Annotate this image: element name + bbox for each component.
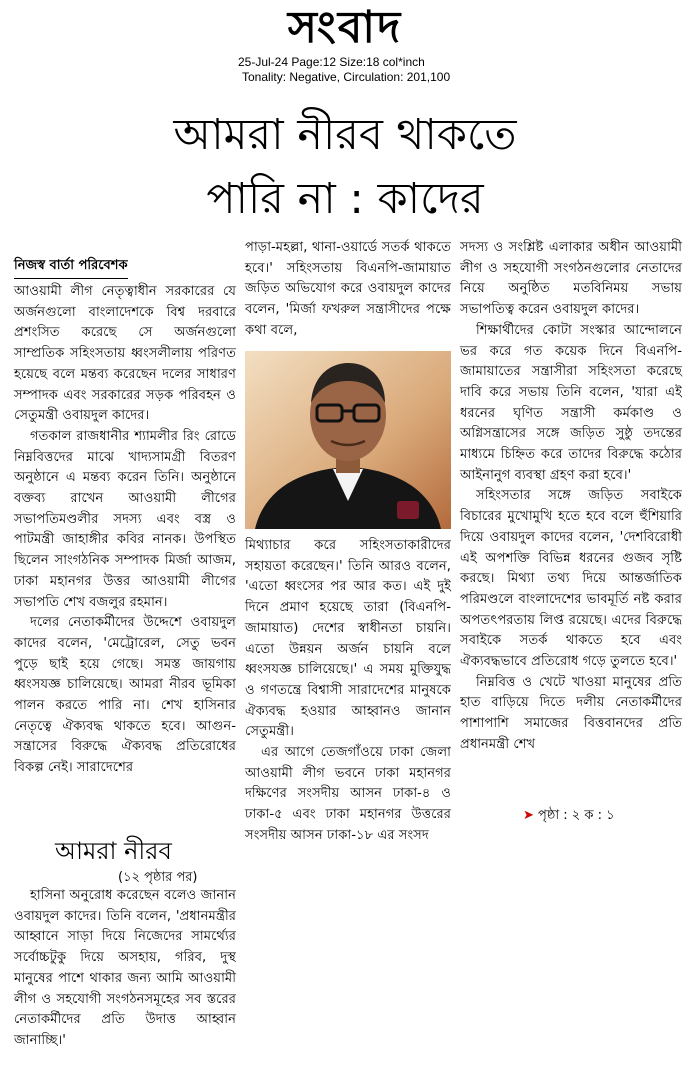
article-column-2-bottom xyxy=(245,536,451,847)
headline-line-2: পারি না : কাদের xyxy=(206,174,484,224)
paragraph: এর আগে তেজগাঁওয়ে ঢাকা জেলা আওয়ামী লীগ ভবনে ঢাকা মহানগর দক্ষিণের সংসদীয় আসন ঢাকা-৪ ও ঢাকা-৫ এবং ঢাকা মহানগর উত্তরের সংসদীয় আসন ঢাকা-১৮ এর সংসদ xyxy=(245,745,451,843)
paragraph: সদস্য ও সংশ্লিষ্ট এলাকার অধীন আওয়ামী লীগ ও সহযোগী সংগঠনগুলোর নেতাদের নিয়ে অনুষ্ঠিত মতবিনিময় সভায় সভাপতিত্ব করেন ওবায়দুল কাদের। xyxy=(460,240,682,318)
article-column-1 xyxy=(14,282,236,779)
headline-line-1: আমরা নীরব থাকতে xyxy=(173,110,517,160)
continued-on-page xyxy=(523,806,615,827)
paragraph: দলের নেতাকর্মীদের উদ্দেশে ওবায়দুল কাদের বলেন, 'মেট্রোরেল, সেতু ভবন পুড়ে ছাই হয়ে গেছে। সমস্ত জায়গায় ধ্বংসযজ্ঞ চালিয়েছে। আমরা নীরব ভূমিকা পালন করতে পারি না। শেখ হাসিনার নেতৃত্বে ঐক্যবদ্ধ থাকতে হবে। আগুন-সন্ত্রাসের বিরুদ্ধে ঐক্যবদ্ধ প্রতিরোধের বিকল্প নেই। সারাদেশের xyxy=(14,615,236,776)
article-column-2-top xyxy=(245,238,451,342)
paragraph: শিক্ষার্থীদের কোটা সংস্কার আন্দোলনে ভর করে গত কয়েক দিনে বিএনপি-জামায়াতের সন্ত্রাসীরা সহিংসতা করেছে দাবি করে সভায় তিনি বলেন, 'যারা এই ধরনের ঘৃণিত সন্ত্রাসী কর্মকাণ্ড ও অগ্নিসন্ত্রাসের সঙ্গে জড়িত সুষ্ঠু তদন্তের মাধ্যমে চিহ্নিত করে তাদের বিরুদ্ধে কঠোর আইনানুগ ব্যবস্থা গ্রহণ করা হবে।' xyxy=(460,322,682,483)
arrow-right-icon: ➤ xyxy=(523,808,534,823)
continuation-text xyxy=(14,886,236,1052)
byline: নিজস্ব বার্তা পরিবেশক xyxy=(14,256,128,279)
jump-text: পৃষ্ঠা : ২ ক : ১ xyxy=(538,808,615,823)
portrait-photo xyxy=(245,351,451,529)
clip-meta-line2: Tonality: Negative, Circulation: 201,100 xyxy=(242,70,451,84)
paragraph: পাড়া-মহল্লা, থানা-ওয়ার্ডে সতর্ক থাকতে হবে।' সহিংসতায় বিএনপি-জামায়াত জড়িত অভিযোগ করে ওবায়দুল কাদের বলেন, 'মির্জা ফখরুল সন্ত্রাসীদের পক্ষে কথা বলে, xyxy=(245,240,451,338)
article-column-3 xyxy=(460,238,682,756)
newspaper-masthead: সংবাদ xyxy=(287,2,403,53)
clip-meta-line1: 25-Jul-24 Page:12 Size:18 col*inch xyxy=(238,55,425,69)
paragraph: মিথ্যাচার করে সহিংসতাকারীদের সহায়তা করেছেন।' তিনি আরও বলেন, 'এতো ধ্বংসের পর আর কত। এই দুই দিনে প্রমাণ হয়েছে তারা (বিএনপি-জামায়াত) দেশের স্বাধীনতা চায়নি। এতো উন্নয়ন অর্জন চায়নি বলে ধ্বংসযজ্ঞ চালিয়েছে।' এ সময় মুক্তিযুদ্ধ ও গণতন্ত্রে বিশ্বাসী সারাদেশের মানুষকে ঐক্যবদ্ধ হওয়ার আহ্বানও জানান সেতুমন্ত্রী। xyxy=(245,538,451,740)
paragraph: আওয়ামী লীগ নেতৃত্বাধীন সরকারের যে অর্জনগুলো বাংলাদেশকে বিশ্ব দরবারে প্রশংসিত করেছে সে অর্জনগুলো সাম্প্রতিক সহিংসতায় ধ্বংসলীলায় পরিণত হয়েছে বলে মন্তব্য করেছেন দলের সাধারণ সম্পাদক এবং সরকারের সড়ক পরিবহন ও সেতুমন্ত্রী ওবায়দুল কাদের। xyxy=(14,284,236,424)
continuation-subhead: আমরা নীরব xyxy=(55,837,172,865)
headline xyxy=(60,103,630,231)
continued-from-note: (১২ পৃষ্ঠার পর) xyxy=(118,870,198,885)
paragraph: সহিংসতার সঙ্গে জড়িত সবাইকে বিচারের মুখোমুখি হতে হবে বলে হুঁশিয়ারি দিয়ে ওবায়দুল কাদের বলেন, 'দেশবিরোধী এই অপশক্তি বিভিন্ন ধরনের গুজব সৃষ্টি করছে। মিথ্যা তথ্য দিয়ে আন্তর্জাতিক পরিমণ্ডলে বাংলাদেশের ভাবমূর্তি নষ্ট করার অপতৎপরতায় লিপ্ত রয়েছে। এদের বিরুদ্ধে সবাইকে সতর্ক থাকতে হবে এবং ঐক্যবদ্ধভাবে প্রতিরোধ গড়ে তুলতে হবে।' xyxy=(460,488,682,670)
paragraph: হাসিনা অনুরোধ করেছেন বলেও জানান ওবায়দুল কাদের। তিনি বলেন, 'প্রধানমন্ত্রীর আহ্বানে সাড়া দিয়ে নিজেদের সামর্থ্যের সর্বোচ্চটুকু দিয়ে অসহায়, গরিব, দুস্থ মানুষের পাশে থাকার জন্য আমি আওয়ামী লীগ ও সহযোগী সংগঠনসমূহের সব স্তরের নেতাকর্মীদের প্রতি উদাত্ত আহ্বান জানাচ্ছি।' xyxy=(14,888,236,1048)
paragraph: গতকাল রাজধানীর শ্যামলীর রিং রোডে নিম্নবিত্তদের মাঝে খাদ্যসামগ্রী বিতরণ অনুষ্ঠানে এ মন্তব্য করেন তিনি। অনুষ্ঠানে বক্তব্য রাখেন আওয়ামী লীগের সভাপতিমণ্ডলীর সদস্য এবং বস্ত্র ও পাটমন্ত্রী জাহাঙ্গীর কবির নানক। উপস্থিত ছিলেন সাংগঠনিক সম্পাদক মির্জা আজম, ঢাকা মহানগর উত্তর আওয়ামী লীগের সভাপতি শেখ বজলুর রহমান। xyxy=(14,428,236,610)
paragraph: নিম্নবিত্ত ও খেটে খাওয়া মানুষের প্রতি হাত বাড়িয়ে দিতে দলীয় নেতাকর্মীদের পাশাপাশি সমাজের বিত্তবানদের প্রতি প্রধানমন্ত্রী শেখ xyxy=(460,674,682,752)
